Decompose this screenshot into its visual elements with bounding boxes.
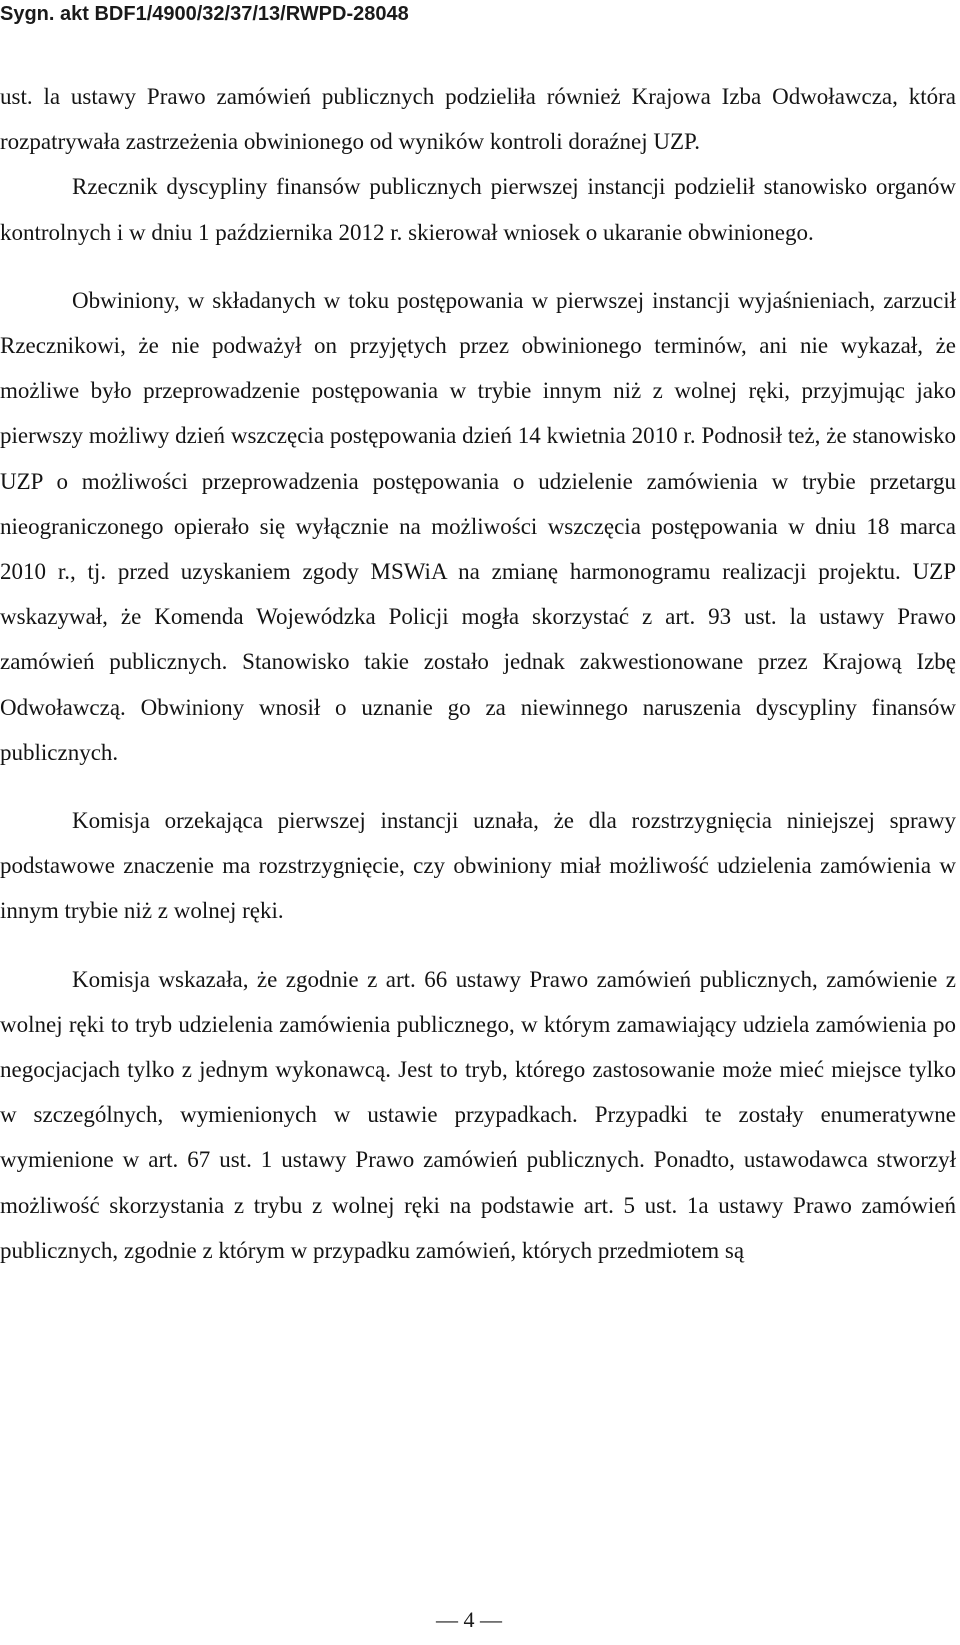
document-body xyxy=(0,74,956,1273)
paragraph-komisja-wskazala: Komisja wskazała, że zgodnie z art. 66 ustawy Prawo zamówień publicznych, zamówienie z wolnej ręki to tryb udzielenia zamówienia publicznego, w którym zamawiający udziela zamówienia po negocjacjach tylko z jednym wykonawcą. Jest to tryb, którego zastosowanie może mieć miejsce tylko w szczególnych, wymienionych w ustawie przypadkach. Przypadki te zostały enumeratywne wymienione w art. 67 ust. 1 ustawy Prawo zamówień publicznych. Ponadto, ustawodawca stworzył możliwość skorzystania z trybu z wolnej ręki na podstawie art. 5 ust. 1a ustawy Prawo zamówień publicznych, zgodnie z którym w przypadku zamówień, których przedmiotem są xyxy=(0,966,956,1263)
paragraph-continuation: ust. la ustawy Prawo zamówień publicznych podzieliła również Krajowa Izba Odwoławcza, która rozpatrywała zastrzeżenia obwinionego od wyników kontroli doraźnej UZP. xyxy=(0,84,956,155)
page-number: — 4 — xyxy=(436,1607,502,1632)
paragraph-rzecznik: Rzecznik dyscypliny finansów publicznych pierwszej instancji podzielił stanowisko organów kontrolnych i w dniu 1 października 2012 r. skierował wniosek o ukaranie obwinionego. xyxy=(0,174,956,245)
case-signature: Sygn. akt BDF1/4900/32/37/13/RWPD-28048 xyxy=(0,3,409,25)
paragraph-obwiniony: Obwiniony, w składanych w toku postępowania w pierwszej instancji wyjaśnieniach, zarzucił Rzecznikowi, że nie podważył on przyjętych przez obwinionego terminów, ani nie wykazał, że możliwe było przeprowadzenie postępowania w trybie innym niż z wolnej ręki, przyjmując jako pierwszy możliwy dzień wszczęcia postępowania dzień 14 kwietnia 2010 r. Podnosił też, że stanowisko UZP o możliwości przeprowadzenia postępowania o udzielenie zamówienia w trybie przetargu nieograniczonego opierało się wyłącznie na możliwości wszczęcia postępowania w dniu 18 marca 2010 r., tj. przed uzyskaniem zgody MSWiA na zmianę harmonogramu realizacji projektu. UZP wskazywał, że Komenda Wojewódzka Policji mogła skorzystać z art. 93 ust. la ustawy Prawo zamówień publicznych. Stanowisko takie zostało jednak zakwestionowane przez Krajową Izbę Odwoławczą. Obwiniony wnosił o uznanie go za niewinnego naruszenia dyscypliny finansów publicznych. xyxy=(0,287,956,765)
paragraph-komisja-orzekajaca: Komisja orzekająca pierwszej instancji uznała, że dla rozstrzygnięcia niniejszej sprawy podstawowe znaczenie ma rozstrzygnięcie, czy obwiniony miał możliwość udzielenia zamówienia w innym trybie niż z wolnej ręki. xyxy=(0,808,956,924)
